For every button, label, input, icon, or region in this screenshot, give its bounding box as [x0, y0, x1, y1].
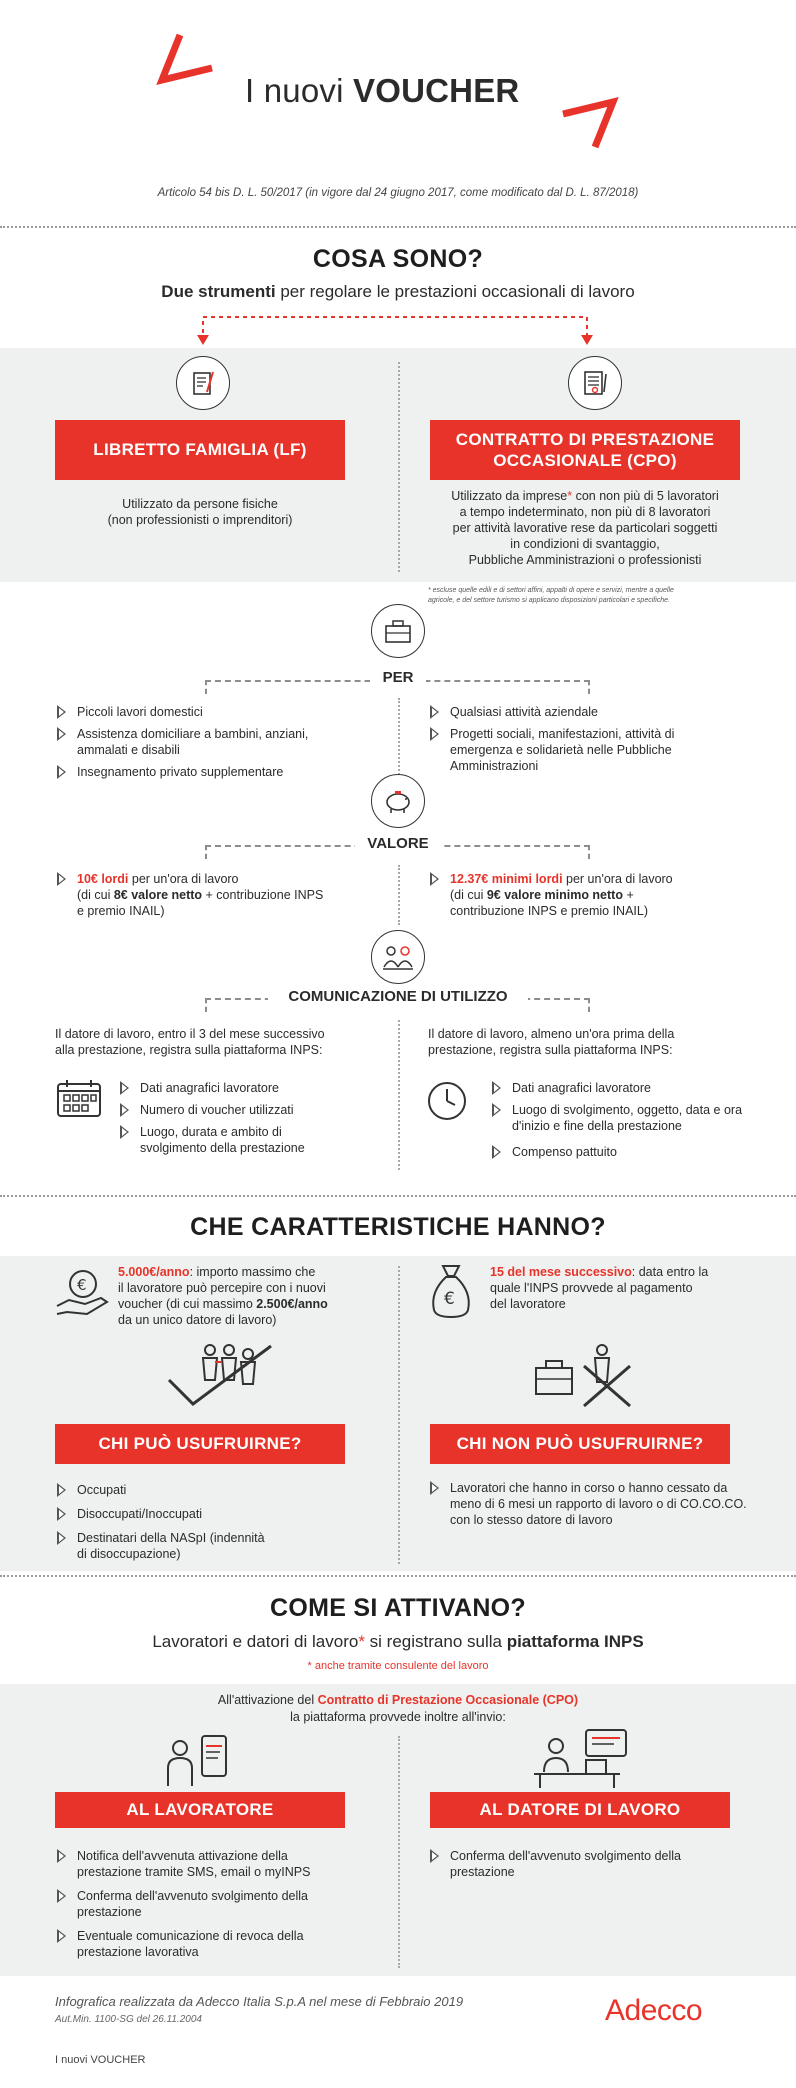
- chi-non-puo-banner: CHI NON PUÒ USUFRUIRNE?: [430, 1424, 730, 1464]
- comunicazione-left-item: Luogo, durata e ambito di svolgimento della prestazione: [118, 1124, 338, 1156]
- lavoratore-item: Eventuale comunicazione di revoca della prestazione lavorativa: [55, 1928, 335, 1960]
- lf-banner: LIBRETTO FAMIGLIA (LF): [55, 420, 345, 480]
- cpo-icon-circle: [568, 356, 622, 410]
- calendar-icon: [55, 1078, 103, 1118]
- briefcase-x-icon: [530, 1342, 640, 1408]
- per-icon-circle: [371, 604, 425, 658]
- per-right-item: Qualsiasi attività aziendale: [428, 704, 748, 720]
- split-arrows-icon: [195, 305, 595, 345]
- section-title-caratteristiche: CHE CARATTERISTICHE HANNO?: [190, 1213, 606, 1241]
- svg-text:€: €: [444, 1289, 455, 1309]
- per-left-item: Piccoli lavori domestici: [55, 704, 355, 720]
- footer-credit: Infografica realizzata da Adecco Italia S.p.A nel mese di Febbraio 2019: [55, 1994, 464, 2009]
- comunicazione-left-item: Dati anagrafici lavoratore: [118, 1080, 378, 1096]
- lf-icon-circle: [176, 356, 230, 410]
- valore-left: 10€ lordi per un'ora di lavoro (di cui 8€ valore netto + contribuzione INPS e premio INAIL): [55, 871, 375, 919]
- piggy-bank-icon: [382, 788, 414, 814]
- page-title: I nuovi VOUCHER: [245, 72, 520, 109]
- briefcase-icon: [383, 618, 413, 644]
- contract-icon: [580, 368, 610, 398]
- per-heading: PER: [370, 669, 426, 686]
- divider: [0, 1195, 796, 1197]
- attivano-note: * anche tramite consulente del lavoro: [307, 1660, 489, 1672]
- chi-puo-banner: CHI PUÒ USUFRUIRNE?: [55, 1424, 345, 1464]
- caratteristiche-divider: [398, 1266, 400, 1564]
- meeting-icon: [381, 943, 415, 971]
- section-title-attivano: COME SI ATTIVANO?: [269, 1594, 526, 1622]
- desk-chat-icon: [530, 1726, 640, 1790]
- comunicazione-left-item: Numero di voucher utilizzati: [118, 1102, 378, 1118]
- clock-icon: [426, 1080, 468, 1122]
- footer-caption: I nuovi VOUCHER: [55, 2054, 146, 2066]
- chi-non-puo-item: Lavoratori che hanno in corso o hanno cessato da meno di 6 mesi un rapporto di lavoro o di CO.CO.CO. con lo stesso datore di lavoro: [428, 1480, 748, 1528]
- comunicazione-left-intro: Il datore di lavoro, entro il 3 del mese successivo alla prestazione, registra sulla piattaforma INPS:: [55, 1027, 325, 1057]
- lavoratore-item: Notifica dell'avvenuta attivazione della prestazione tramite SMS, email o myINPS: [55, 1848, 335, 1880]
- comunicazione-right-intro: Il datore di lavoro, almeno un'ora prima della prestazione, registra sulla piattaforma INPS:: [428, 1027, 675, 1057]
- svg-text:€: €: [77, 1276, 87, 1294]
- header: [0, 0, 796, 220]
- valore-right: 12.37€ minimi lordi per un'ora di lavoro (di cui 9€ valore minimo netto + contribuzione INPS e premio INAIL): [428, 871, 758, 919]
- footer-aut: Aut.Min. 1100-SG del 26.11.2004: [55, 2014, 202, 2025]
- cosa-divider: [398, 362, 400, 572]
- comunicazione-right-item: Dati anagrafici lavoratore: [490, 1080, 750, 1096]
- comunicazione-heading: COMUNICAZIONE DI UTILIZZO: [268, 988, 528, 1005]
- chi-puo-item: Disoccupati/Inoccupati: [55, 1506, 355, 1522]
- lavoratore-item: Conferma dell'avvenuto svolgimento della prestazione: [55, 1888, 335, 1920]
- chi-puo-item: Destinatari della NASpI (indennità di disoccupazione): [55, 1530, 265, 1562]
- datore-item: Conferma dell'avvenuto svolgimento della prestazione: [428, 1848, 728, 1880]
- attivano-intro: All'attivazione del Contratto di Prestazione Occasionale (CPO) la piattaforma provvede inoltre all'invio:: [217, 1693, 579, 1724]
- divider: [0, 226, 796, 228]
- comunicazione-icon-circle: [371, 930, 425, 984]
- phone-user-icon: [162, 1732, 242, 1788]
- left-chevron-decor-icon: [150, 30, 220, 90]
- adecco-logo[interactable]: Adecco: [605, 1994, 703, 2027]
- right-chevron-decor-icon: [555, 92, 625, 152]
- cpo-label-line2: OCCASIONALE (CPO): [493, 451, 677, 470]
- per-left-item: Assistenza domiciliare a bambini, anziani, ammalati e disabili: [55, 726, 355, 758]
- money-bag-icon: [426, 1262, 476, 1320]
- euro-hand-icon: [55, 1264, 111, 1318]
- al-datore-banner: AL DATORE DI LAVORO: [430, 1792, 730, 1828]
- per-left-item: Insegnamento privato supplementare: [55, 764, 355, 780]
- data-pagamento: 15 del mese successivo: data entro la quale l'INPS provvede al pagamento del lavoratore: [490, 1265, 709, 1311]
- cpo-footnote: * escluse quelle edili e di settori affini, appalti di opere e servizi, mentre a quelle agricole, e del settore turismo si applicano disposizioni particolari e specifiche.: [428, 587, 674, 604]
- valore-heading: VALORE: [355, 835, 441, 852]
- pen-paper-icon: [188, 368, 218, 398]
- people-check-icon: [165, 1340, 275, 1410]
- comunicazione-right-item: Luogo di svolgimento, oggetto, data e ora d'inizio e fine della prestazione: [490, 1102, 750, 1134]
- per-right-item: Progetti sociali, manifestazioni, attività di emergenza e solidarietà nelle Pubbliche Amministrazioni: [428, 726, 738, 774]
- per-divider: [398, 698, 400, 786]
- section-title-cosa: COSA SONO?: [312, 245, 484, 273]
- cpo-banner: [430, 420, 740, 480]
- attivano-divider: [398, 1736, 400, 1968]
- comunicazione-divider: [398, 1020, 400, 1170]
- divider: [0, 1575, 796, 1577]
- cpo-label-line1: CONTRATTO DI PRESTAZIONE: [455, 430, 715, 449]
- importo-massimo: 5.000€/anno: importo massimo che il lavoratore può percepire con i nuovi voucher (di cui massimo 2.500€/anno da un unico datore di lavoro): [118, 1265, 328, 1327]
- chi-puo-item: Occupati: [55, 1482, 355, 1498]
- attivano-subtitle: Lavoratori e datori di lavoro* si registrano sulla piattaforma INPS: [152, 1632, 644, 1651]
- valore-icon-circle: [371, 774, 425, 828]
- article-reference: Articolo 54 bis D. L. 50/2017 (in vigore dal 24 giugno 2017, come modificato dal D. L. 87/2018): [157, 187, 639, 199]
- cosa-subtitle: Due strumenti per regolare le prestazioni occasionali di lavoro: [161, 282, 635, 301]
- cpo-description: Utilizzato da imprese* con non più di 5 lavoratori a tempo indeterminato, non più di 8 lavoratori per attività lavorative rese da particolari soggetti in condizioni di svantaggio, Pubbliche Amministrazioni o professionisti: [451, 489, 719, 567]
- valore-divider: [398, 865, 400, 925]
- al-lavoratore-banner: AL LAVORATORE: [55, 1792, 345, 1828]
- comunicazione-right-item: Compenso pattuito: [490, 1144, 750, 1160]
- lf-description: Utilizzato da persone fisiche (non professionisti o imprenditori): [107, 497, 293, 527]
